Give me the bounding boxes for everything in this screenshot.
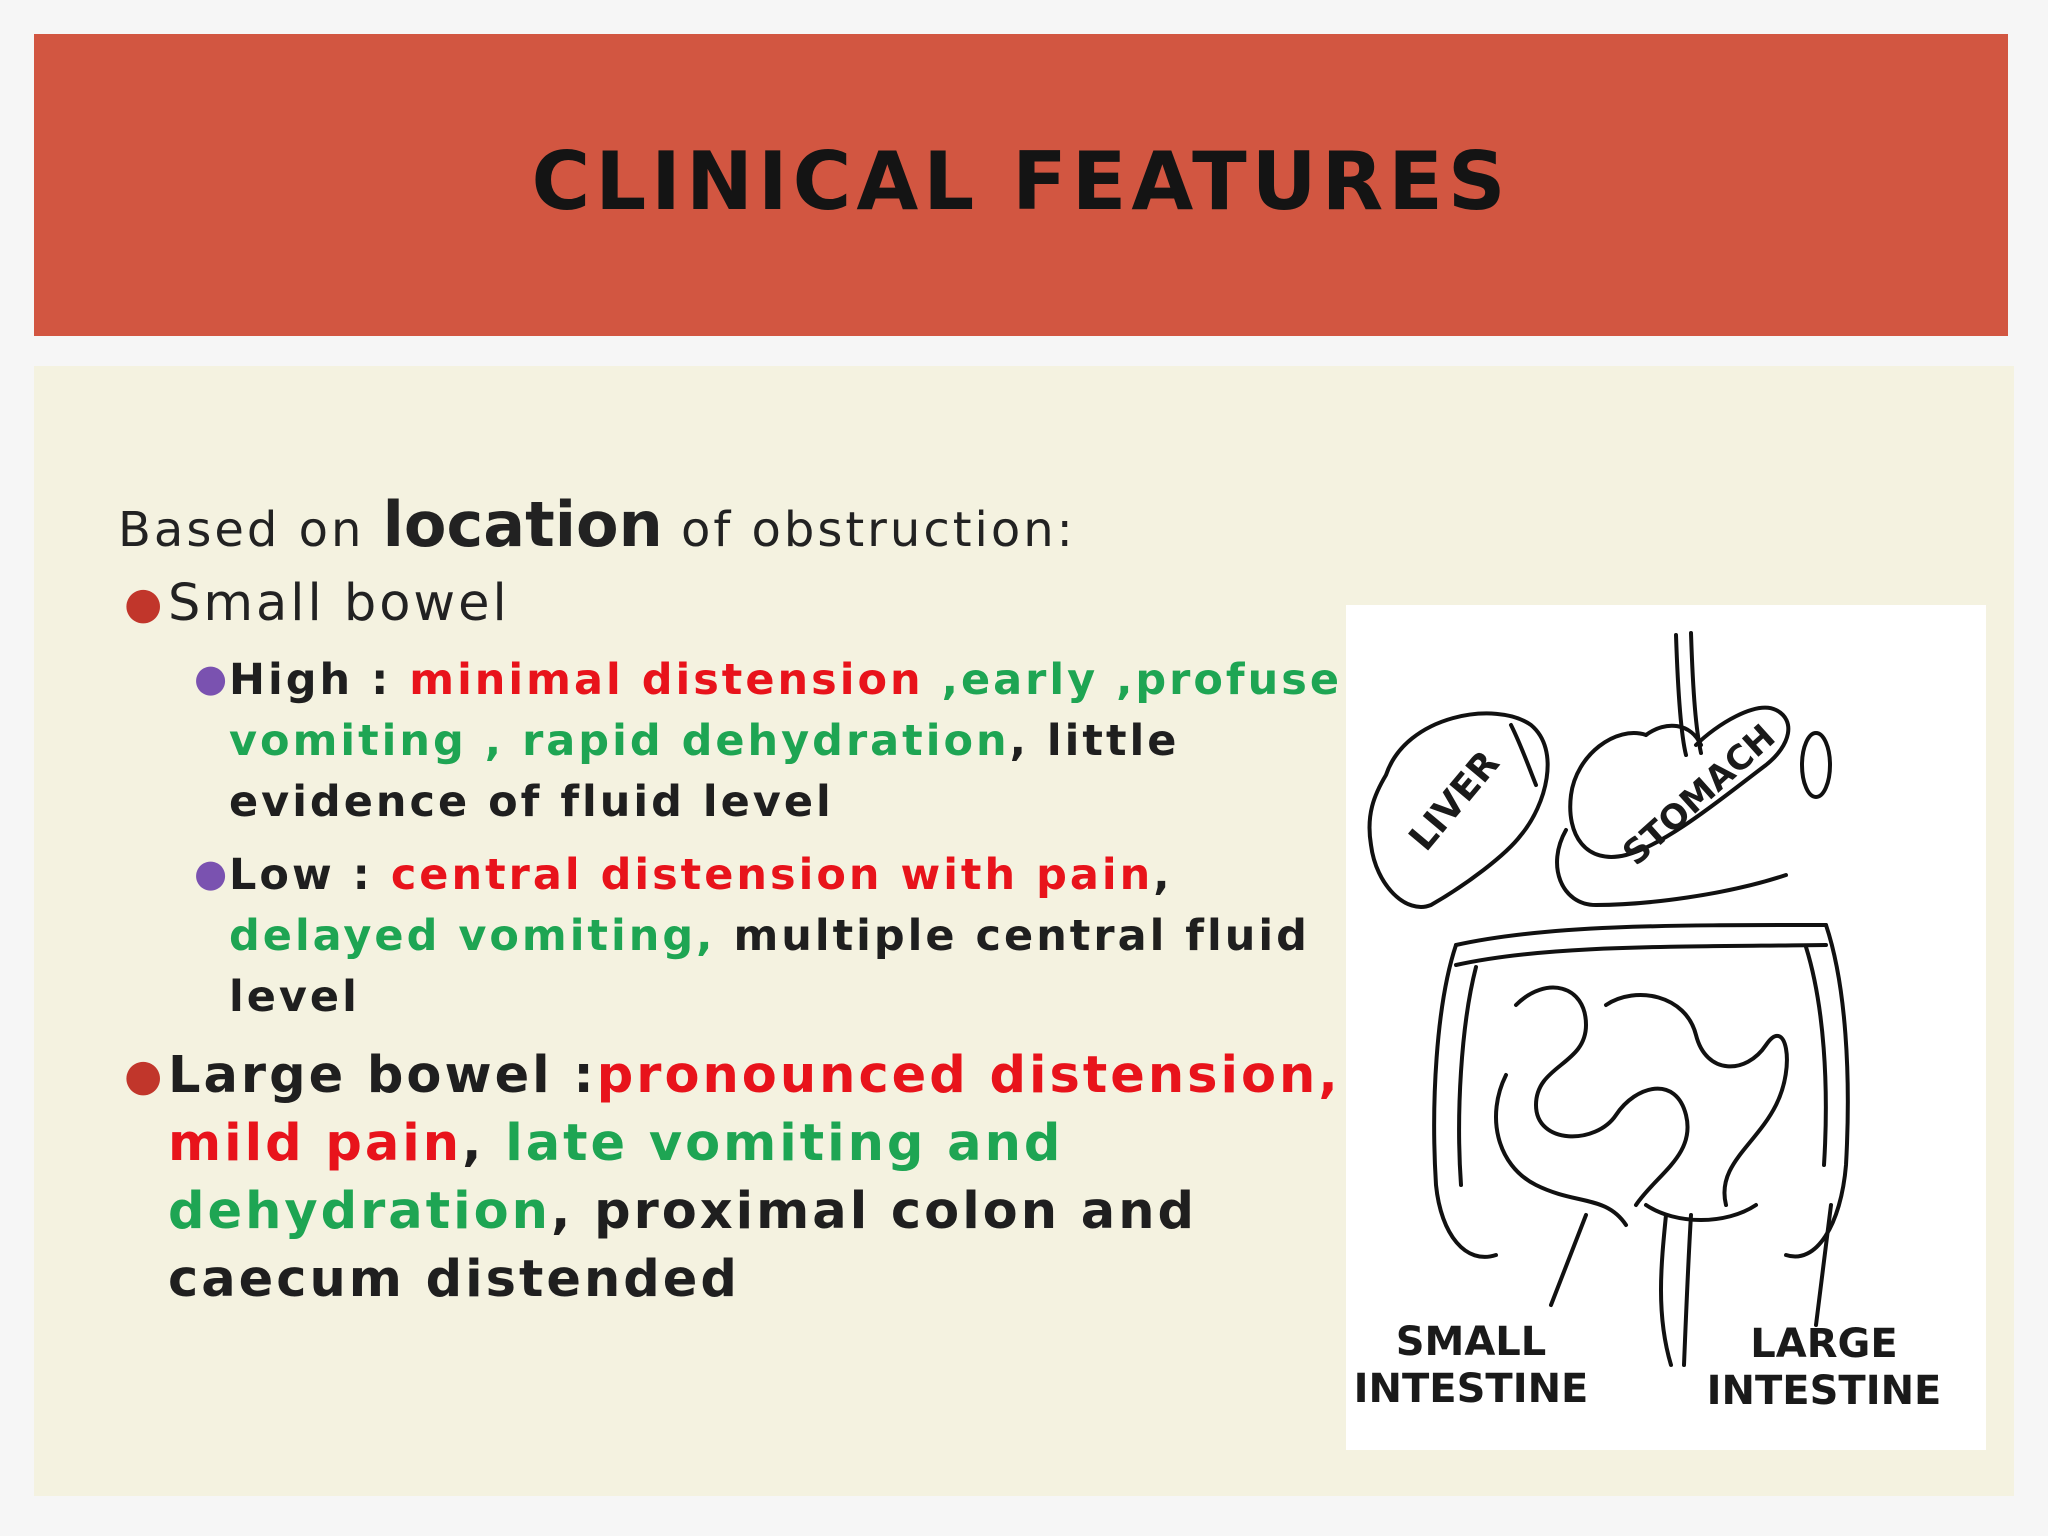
large-red-text: pronounced distension, mild pain [168, 1046, 1341, 1173]
small-bowel-label: Small bowel [168, 574, 510, 633]
bullet-small-bowel [118, 570, 1348, 638]
bullet-dot-icon: ● [124, 1050, 166, 1101]
digestive-system-diagram [1346, 605, 1986, 1450]
liver-label: LIVER [1401, 743, 1508, 859]
small-intestine-label-1: SMALL [1395, 1319, 1547, 1365]
large-separator: , [462, 1114, 506, 1173]
sub-bullet-dot-icon: ● [194, 656, 231, 700]
title-banner [34, 34, 2008, 336]
large-intestine-label-2: INTESTINE [1706, 1368, 1942, 1414]
stomach-label: STOMACH [1615, 716, 1784, 874]
large-bowel-label: Large bowel : [168, 1046, 597, 1105]
low-red-text: central distension with pain [390, 850, 1154, 900]
high-red-text: minimal distension [409, 655, 924, 705]
digestive-system-illustration [1346, 605, 1986, 1450]
intro-before: Based on [118, 502, 383, 558]
sub-bullet-low [118, 845, 1348, 1028]
low-plain-text: multiple central fluid level [229, 911, 1310, 1022]
intro-emphasis: location [382, 488, 663, 561]
bullet-dot-icon: ● [124, 578, 166, 629]
high-green-text: ,early ,profuse vomiting , rapid dehydration [229, 655, 1343, 766]
low-green-text: delayed vomiting, [229, 911, 716, 961]
intro-after: of obstruction: [662, 502, 1076, 558]
sub-bullet-dot-icon: ● [194, 851, 231, 895]
low-label: Low : [229, 850, 391, 900]
large-green-text: late vomiting and dehydration [168, 1114, 1064, 1241]
high-label: High : [229, 655, 410, 705]
low-separator: , [1153, 850, 1173, 900]
slide-body [118, 485, 1348, 1314]
slide-title: CLINICAL FEATURES [531, 134, 1511, 228]
bullet-large-bowel [118, 1042, 1348, 1314]
sub-bullet-high [118, 650, 1348, 833]
high-plain-text: , little evidence of fluid level [229, 716, 1180, 827]
intro-line [118, 485, 1348, 570]
large-intestine-label-1: LARGE [1750, 1321, 1898, 1367]
small-intestine-label-2: INTESTINE [1353, 1366, 1589, 1412]
large-plain-text: , proximal colon and caecum distended [168, 1182, 1198, 1309]
